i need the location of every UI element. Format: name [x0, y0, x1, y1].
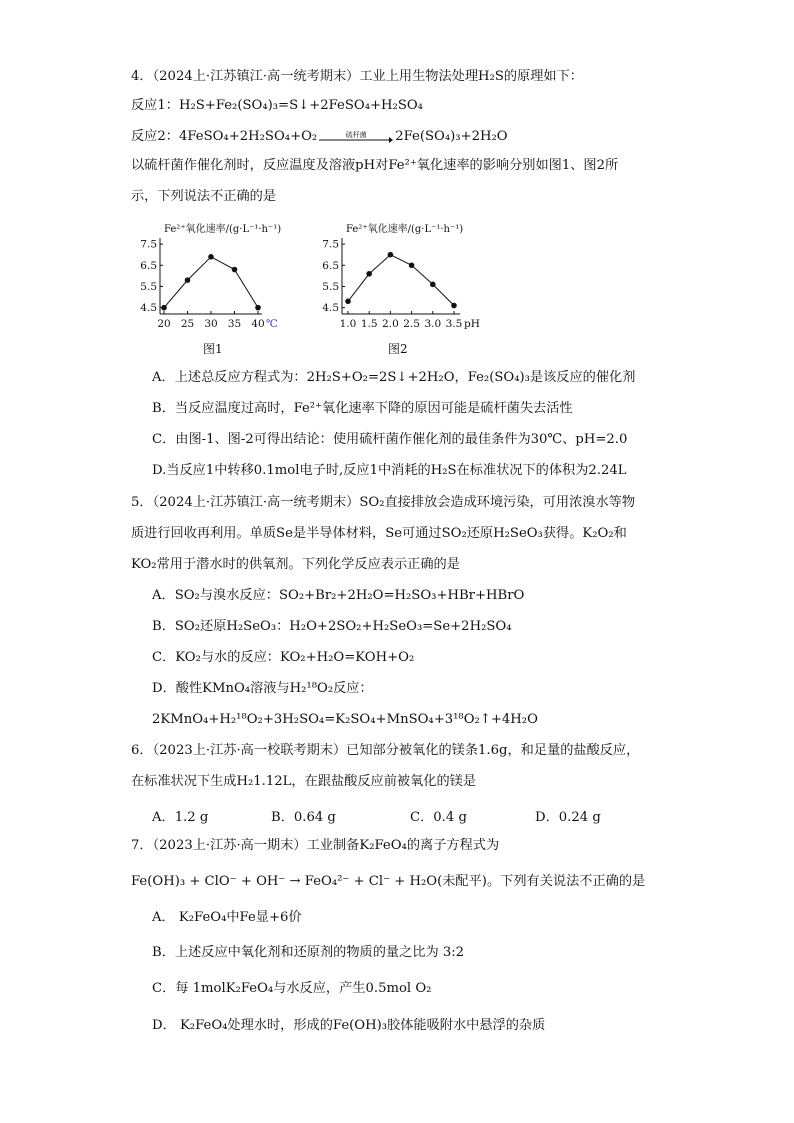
y-tick-label: 5.5 — [322, 280, 339, 293]
y-tick-label: 4.5 — [322, 302, 339, 315]
q5-stem-line-2: 质进行回收再利用。单质Se是半导体材料，Se可通过SO₂还原H₂SeO₃获得。K₂O₂和 — [131, 526, 627, 541]
q6-stem-line-2: 在标准状况下生成H₂1.12L，在跟盐酸反应前被氧化的镁是 — [131, 774, 477, 789]
x-tick-label: 2.0 — [382, 318, 399, 330]
x-tick-label: 2.5 — [403, 318, 420, 330]
data-point — [451, 303, 457, 309]
x-tick-label: 30 — [204, 318, 218, 330]
q6-option-c[interactable]: C．0.4 g — [410, 810, 467, 825]
x-tick-label: 1.5 — [360, 318, 378, 330]
data-point — [388, 252, 394, 258]
x-tick-label: 3.0 — [424, 318, 442, 330]
q6-option-a[interactable]: A．1.2 g — [152, 810, 209, 825]
q5-option-b[interactable]: B．SO₂还原H₂SeO₃：H₂O+2SO₂+H₂SeO₃=Se+2H₂SO₄ — [152, 619, 512, 634]
series-line — [164, 257, 258, 308]
figure-1-caption: 图1 — [203, 342, 223, 356]
figure-2-caption: 图2 — [388, 342, 408, 356]
x-tick-label: 3.5 — [445, 318, 463, 330]
q7-equation-note: (未配平)。下列有关说法不正确的是 — [437, 874, 646, 889]
y-tick-label: 6.5 — [140, 259, 157, 272]
data-point — [255, 305, 261, 311]
q4-reaction-1-label: 反应1： — [131, 98, 179, 113]
q5-option-d-equation: 2KMnO₄+H₂¹⁸O₂+3H₂SO₄=K₂SO₄+MnSO₄+3¹⁸O₂↑+4H₂O — [152, 712, 538, 727]
x-axis-label: pH — [464, 318, 480, 330]
q4-reaction-2-label: 反应2： — [131, 129, 179, 144]
y-axis-label: Fe²⁺氧化速率/(g·L⁻¹·h⁻¹) — [346, 224, 464, 235]
data-point — [185, 277, 191, 283]
x-tick-label: 40 — [251, 318, 265, 330]
q5-stem-line-3: KO₂常用于潜水时的供氧剂。下列化学反应表示正确的是 — [131, 557, 460, 572]
q5-option-c[interactable]: C．KO₂与水的反应：KO₂+H₂O=KOH+O₂ — [152, 650, 415, 665]
q4-reaction-1-equation: H₂S+Fe₂(SO₄)₃=S↓+2FeSO₄+H₂SO₄ — [178, 98, 423, 113]
y-axis-label: Fe²⁺氧化速率/(g·L⁻¹·h⁻¹) — [164, 224, 282, 235]
q4-option-c[interactable]: C．由图-1、图-2可得出结论：使用硫杆菌作催化剂的最佳条件为30℃、pH=2.0 — [152, 432, 628, 447]
series-line — [348, 255, 454, 306]
x-tick-label: 20 — [157, 318, 171, 330]
q6-option-b[interactable]: B．0.64 g — [271, 810, 336, 825]
chart-figure-1 — [140, 220, 300, 340]
q4-reaction-1 — [131, 97, 423, 115]
q4-reaction-2-right: 2Fe(SO₄)₃+2H₂O — [395, 129, 508, 144]
q4-stem: 4．（2024上·江苏镇江·高一统考期末）工业上用生物法处理H₂S的原理如下： — [131, 69, 583, 84]
chart-figure-2 — [318, 220, 490, 340]
y-tick-label: 7.5 — [140, 238, 157, 251]
q7-equation-line — [131, 873, 645, 891]
q6-stem-line-1: 6．（2023上·江苏·高一校联考期末）已知部分被氧化的镁条1.6g，和足量的盐酸反应， — [131, 743, 640, 758]
y-tick-label: 7.5 — [322, 238, 339, 251]
q7-option-c[interactable]: C．每 1molK₂FeO₄与水反应，产生0.5mol O₂ — [152, 981, 432, 996]
data-point — [345, 298, 351, 304]
q7-option-a[interactable]: A． K₂FeO₄中Fe显+6价 — [152, 910, 302, 925]
catalyst-arrow — [319, 130, 393, 144]
data-point — [161, 305, 167, 311]
q7-option-b[interactable]: B．上述反应中氧化剂和还原剂的物质的量之比为 3:2 — [152, 945, 465, 960]
q7-stem-line-1: 7．（2023上·江苏·高一期末）工业制备K₂FeO₄的离子方程式为 — [131, 838, 500, 853]
catalyst-label: 硫杆菌 — [345, 130, 367, 139]
q4-reaction-2 — [131, 128, 508, 146]
data-point — [208, 254, 214, 260]
data-point — [430, 282, 436, 288]
q5-stem-line-1: 5．（2024上·江苏镇江·高一统考期末）SO₂直接排放会造成环境污染，可用浓溴水等物 — [131, 495, 636, 510]
q5-option-d[interactable]: D．酸性KMnO₄溶液与H₂¹⁸O₂反应： — [152, 681, 373, 696]
q4-option-b[interactable]: B．当反应温度过高时，Fe²⁺氧化速率下降的原因可能是硫杆菌失去活性 — [152, 401, 573, 416]
x-tick-label: 35 — [227, 318, 242, 330]
data-point — [232, 267, 238, 273]
q7-option-d[interactable]: D． K₂FeO₄处理水时，形成的Fe(OH)₃胶体能吸附水中悬浮的杂质 — [152, 1018, 546, 1033]
q5-option-a[interactable]: A．SO₂与溴水反应：SO₂+Br₂+2H₂O=H₂SO₃+HBr+HBrO — [152, 588, 525, 603]
y-tick-label: 4.5 — [140, 302, 157, 315]
q4-reaction-2-left: 4FeSO₄+2H₂SO₄+O₂ — [178, 129, 318, 144]
x-tick-label: 1.0 — [339, 318, 357, 330]
q6-option-d[interactable]: D．0.24 g — [535, 810, 601, 825]
data-point — [366, 271, 372, 277]
x-tick-label: 25 — [180, 318, 195, 330]
q4-intro-line-2: 示，下列说法不正确的是 — [131, 189, 277, 204]
x-axis-label: ℃ — [266, 318, 278, 330]
q4-option-d[interactable]: D.当反应1中转移0.1mol电子时,反应1中消耗的H₂S在标准状况下的体积为2.24L — [152, 463, 627, 478]
arrow-icon — [319, 136, 393, 144]
q4-intro-line-1: 以硫杆菌作催化剂时，反应温度及溶液pH对Fe²⁺氧化速率的影响分别如图1、图2所 — [131, 158, 619, 173]
q4-option-a[interactable]: A．上述总反应方程式为：2H₂S+O₂=2S↓+2H₂O，Fe₂(SO₄)₃是该反应的催化剂 — [152, 370, 636, 385]
data-point — [409, 262, 415, 268]
y-tick-label: 6.5 — [322, 259, 339, 272]
y-tick-label: 5.5 — [140, 280, 157, 293]
q7-equation: Fe(OH)₃ + ClO⁻ + OH⁻ → FeO₄²⁻ + Cl⁻ + H₂O — [131, 874, 438, 889]
